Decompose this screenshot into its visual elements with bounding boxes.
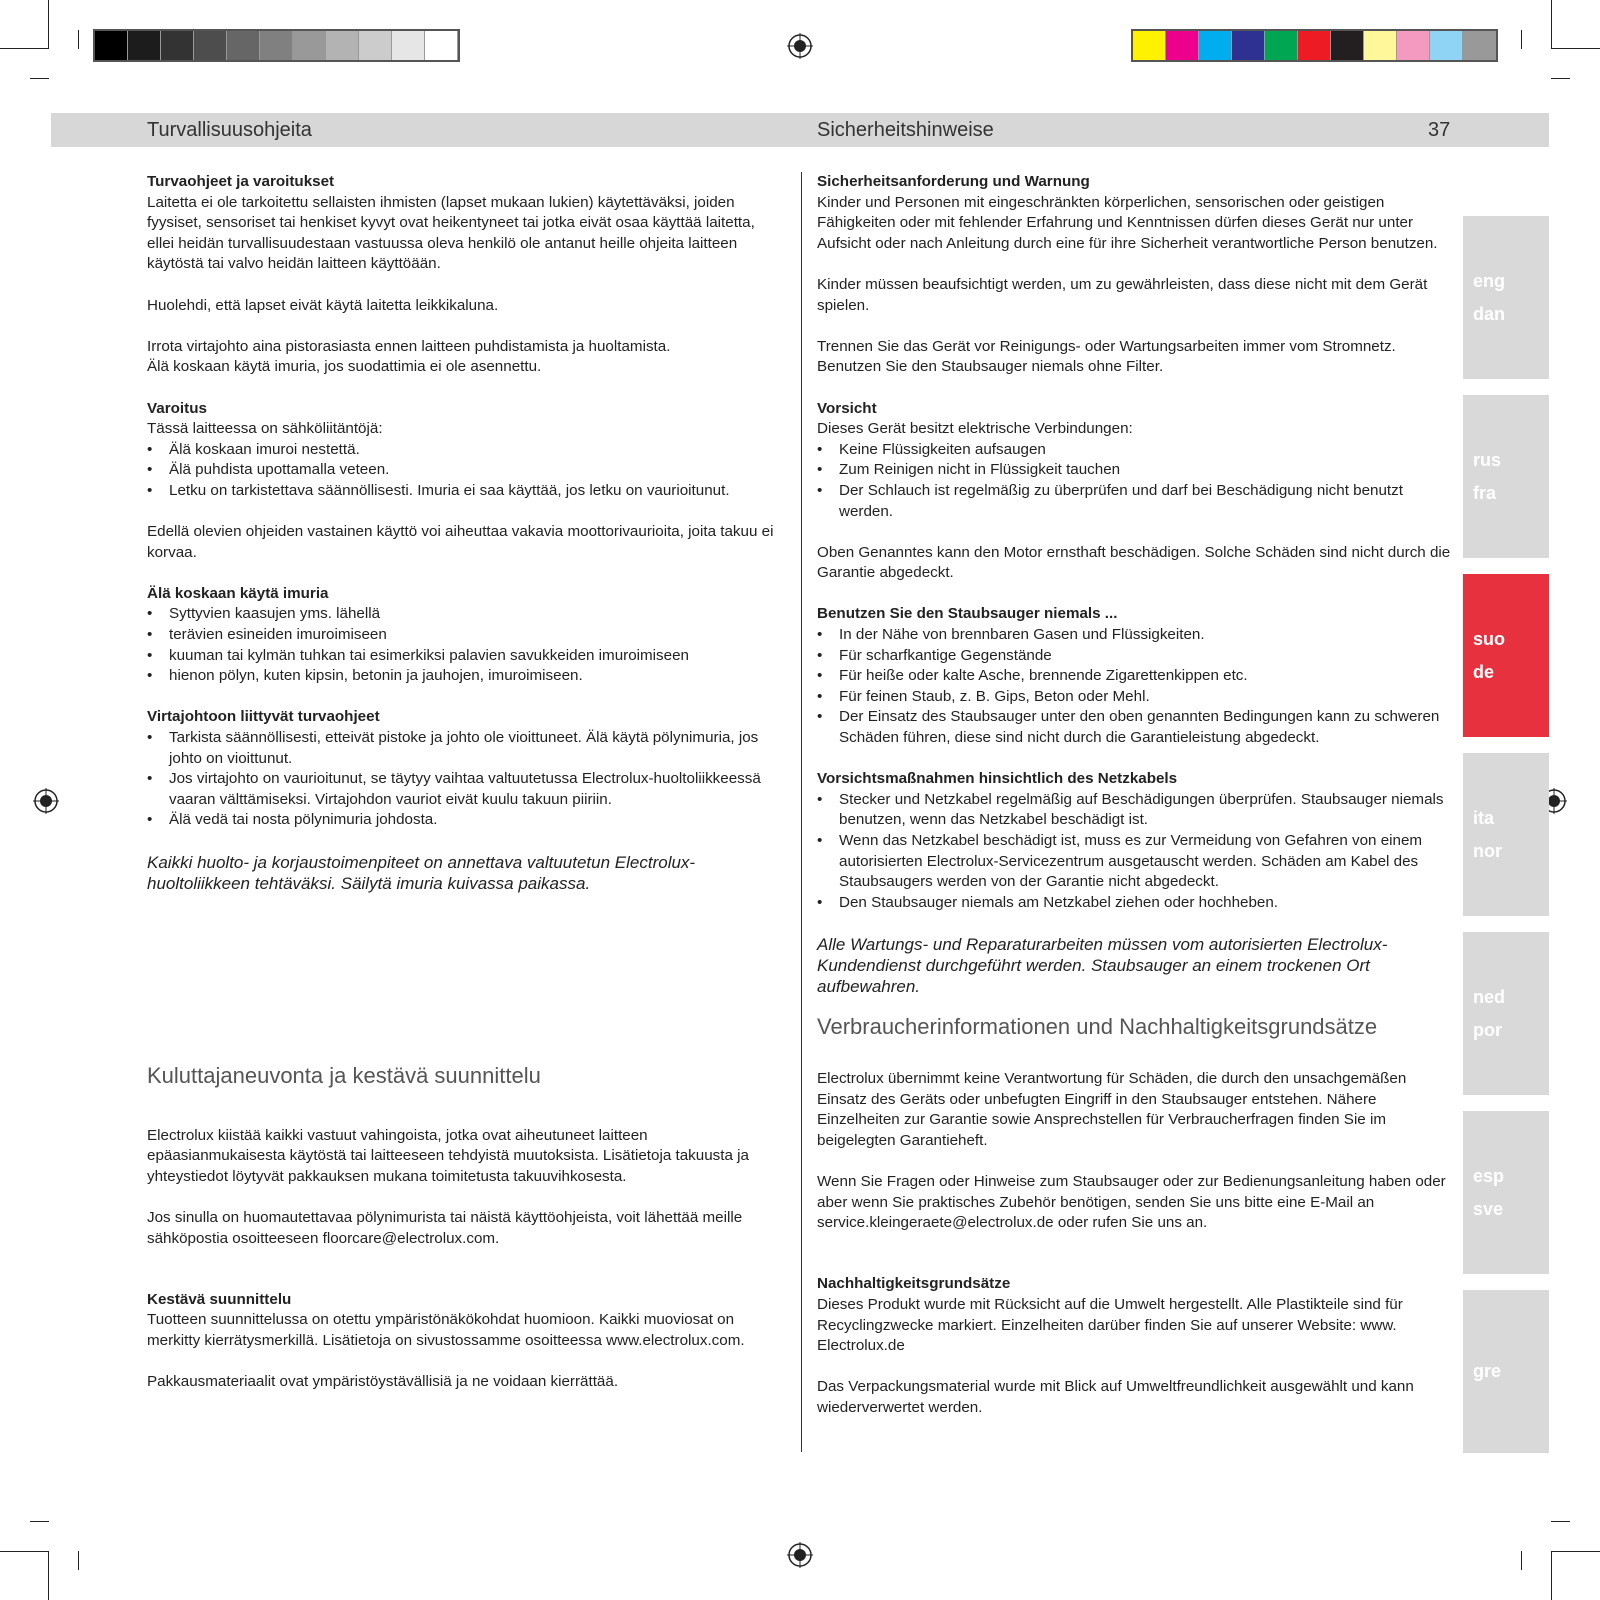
color-swatch [194, 31, 227, 60]
right-column [817, 172, 1457, 1439]
color-swatch [161, 31, 194, 60]
paragraph: Laitetta ei ole tarkoitettu sellaisten ihmisten (lapset mukaan lukien) käytettäväksi, joiden fyysiset, sensoriset tai henkiset kyvyt ovat heikentyneet tai jotka eivät osaa käyttää laitetta, ellei heidän turvallisuudestaan vastuussa oleva henkilö ole antanut heille ohjeita laitteen käytöstä tai valvo heidän laitteen käyttöään. [147, 193, 755, 273]
color-swatch [1430, 31, 1463, 60]
section-title: Vorsichtsmaßnahmen hinsichtlich des Netzkabels [817, 770, 1178, 788]
list-item: • Den Staubsauger niemals am Netzkabel ziehen oder hochheben. [817, 893, 1457, 914]
paragraph: Jos sinulla on huomautettavaa pölynimurista tai näistä käyttöohjeista, voit lähettää meille sähköpostia osoitteeseen floorcare@electrolux.com. [147, 1208, 743, 1247]
list-item: • Für feinen Staub, z. B. Gips, Beton oder Mehl. [817, 687, 1457, 708]
list-item: • Für scharfkantige Gegenstände [817, 646, 1457, 667]
paragraph: Dieses Produkt wurde mit Rücksicht auf die Umwelt hergestellt. Alle Plastikteile sind für Recyclingzwecke markiert. Einzelheiten darüber finden Sie auf unserer Website: www. Electrolux.de [817, 1295, 1403, 1355]
section-title: Benutzen Sie den Staubsauger niemals ... [817, 605, 1118, 623]
color-swatch [1232, 31, 1265, 60]
color-swatch [1298, 31, 1331, 60]
list-item: • Jos virtajohto on vaurioitunut, se täytyy vaihtaa valtuutetussa Electrolux-huoltoliikkeessä vaaran välttämiseksi. Virtajohdon vauriot eivät kuulu takuun piiriin. [147, 769, 782, 810]
italic-note: Kaikki huolto- ja korjaustoimenpiteet on annettava valtuutetun Electrolux-huoltoliikkeen tehtäväksi. Säilytä imuria kuivassa paikassa. [147, 852, 696, 893]
bullet-list [817, 625, 1457, 749]
color-swatch [1331, 31, 1364, 60]
list-item: • Keine Flüssigkeiten aufsaugen [817, 440, 1457, 461]
color-swatch [1133, 31, 1166, 60]
color-swatch [128, 31, 161, 60]
section-title: Sicherheitsanforderung und Warnung [817, 173, 1090, 190]
list-item: • kuuman tai kylmän tuhkan tai esimerkiksi palavien savukkeiden imuroimiseen [147, 646, 782, 667]
paragraph: Edellä olevien ohjeiden vastainen käyttö voi aiheuttaa vakavia moottorivaurioita, joita takuu ei korvaa. [147, 523, 774, 561]
registration-mark-top [787, 33, 813, 59]
page-number: 37 [1428, 119, 1451, 141]
section-title: Virtajohtoon liittyvät turvaohjeet [147, 708, 380, 726]
paragraph: Pakkausmateriaalit ovat ympäristöystävällisiä ja ne voidaan kierrättää. [147, 1373, 619, 1391]
tab-gre[interactable]: gre [1463, 1290, 1549, 1453]
list-item: • Tarkista säännöllisesti, etteivät pistoke ja johto ole vioittuneet. Älä käytä pölynimuria, jos johto on vioittunut. [147, 728, 782, 769]
list-item: • Zum Reinigen nicht in Flüssigkeit tauchen [817, 460, 1457, 481]
right-page-title: Sicherheitshinweise [817, 119, 994, 141]
paragraph: Electrolux kiistää kaikki vastuut vahingoista, jotka ovat aiheutuneet laitteen epäasianmukaisesta käytöstä tai laitteeseen tehdyistä muutoksista. Lisätietoja takuusta ja yhteystiedot löytyvät pakkauksen mukana toimitetusta takuuvihkosesta. [147, 1126, 749, 1185]
bullet-list [147, 440, 782, 502]
color-swatch [1265, 31, 1298, 60]
color-swatch [227, 31, 260, 60]
column-divider [801, 172, 802, 1452]
color-swatch [1463, 31, 1496, 60]
section-title: Varoitus [147, 399, 207, 417]
section-title: Turvaohjeet ja varoitukset [147, 173, 335, 190]
list-intro: Dieses Gerät besitzt elektrische Verbindungen: [817, 420, 1133, 438]
italic-note: Alle Wartungs- und Reparaturarbeiten müssen vom autorisierten Electrolux-Kundendienst durchgeführt werden. Staubsauger an einem trockenen Ort aufbewahren. [817, 934, 1388, 996]
paragraph: Kinder müssen beaufsichtigt werden, um zu gewährleisten, dass diese nicht mit dem Gerät spielen. [817, 275, 1428, 314]
paragraph: Oben Genanntes kann den Motor ernsthaft beschädigen. Solche Schäden sind nicht durch die Garantie abgedeckt. [817, 543, 1451, 582]
tab-ned-por[interactable]: ned por [1463, 932, 1549, 1095]
paragraph: Huolehdi, että lapset eivät käytä laitetta leikkikaluna. [147, 296, 499, 314]
paragraph: Das Verpackungsmaterial wurde mit Blick auf Umweltfreundlichkeit ausgewählt und kann wiederverwertet werden. [817, 1378, 1414, 1416]
registration-mark-bottom [787, 1542, 813, 1568]
section-heading: Kuluttajaneuvonta ja kestävä suunnittelu [147, 1062, 541, 1088]
list-item: • Syttyvien kaasujen yms. lähellä [147, 604, 782, 625]
tab-eng-dan[interactable]: eng dan [1463, 216, 1549, 379]
color-swatch [293, 31, 326, 60]
list-item: • Der Schlauch ist regelmäßig zu überprüfen und darf bei Beschädigung nicht benutzt werden. [817, 481, 1457, 522]
paragraph: Tuotteen suunnittelussa on otettu ympäristönäkökohdat huomioon. Kaikki muoviosat on merkitty kierrätysmerkillä. Lisätietoja on sivustossamme osoitteessa www.electrolux.com. [147, 1311, 745, 1349]
tab-rus-fra[interactable]: rus fra [1463, 395, 1549, 558]
color-swatch [260, 31, 293, 60]
color-swatch [392, 31, 425, 60]
color-swatch-bar [1131, 29, 1498, 62]
color-swatch [95, 31, 128, 60]
section-title: Nachhaltigkeitsgrundsätze [817, 1275, 1011, 1293]
paragraph: Electrolux übernimmt keine Verantwortung für Schäden, die durch den unsachgemäßen Einsatz des Geräts oder unbefugten Eingriff in den Staubsauger entstehen. Nähere Einzelheiten zur Garantie sowie Ansprechstellen für Verbraucherfragen finden Sie im beigelegten Garantieheft. [817, 1069, 1407, 1149]
tab-esp-sve[interactable]: esp sve [1463, 1111, 1549, 1274]
paragraph: Wenn Sie Fragen oder Hinweise zum Staubsauger oder zur Bedienungsanleitung haben oder aber wenn Sie praktisches Zubehör benötigen, senden Sie uns bitte eine E-Mail an service.kleingeraete@electrolux.de oder rufen Sie uns an. [817, 1172, 1446, 1232]
registration-mark-left [33, 788, 59, 814]
bullet-list [147, 728, 782, 831]
list-intro: Tässä laitteessa on sähköliitäntöjä: [147, 420, 383, 438]
bullet-list [817, 790, 1457, 914]
list-item: • Stecker und Netzkabel regelmäßig auf Beschädigungen überprüfen. Staubsauger niemals benutzen, wenn das Netzkabel beschädigt ist. [817, 790, 1457, 831]
left-page-title: Turvallisuusohjeita [147, 119, 312, 141]
paragraph: Irrota virtajohto aina pistorasiasta ennen laitteen puhdistamista ja huoltamista. Älä koskaan käytä imuria, jos suodattimia ei ole asennettu. [147, 337, 671, 376]
list-item: • Älä vedä tai nosta pölynimuria johdosta. [147, 810, 782, 831]
list-item: • In der Nähe von brennbaren Gasen und Flüssigkeiten. [817, 625, 1457, 646]
list-item: • Älä puhdista upottamalla veteen. [147, 460, 782, 481]
gray-swatch-bar [93, 29, 460, 62]
section-title: Kestävä suunnittelu [147, 1290, 292, 1308]
list-item: • Wenn das Netzkabel beschädigt ist, muss es zur Vermeidung von Gefahren von einem autorisierten Electrolux-Servicezentrum ausgetauscht werden. Schäden am Kabel des Staubsaugers werden von der Garantie nicht abgedeckt. [817, 831, 1457, 893]
left-column [147, 172, 782, 1413]
section-title: Vorsicht [817, 399, 877, 417]
tab-suo-de[interactable]: suo de [1463, 574, 1549, 737]
color-swatch [1364, 31, 1397, 60]
tab-ita-nor[interactable]: ita nor [1463, 753, 1549, 916]
list-item: • Der Einsatz des Staubsauger unter den oben genannten Bedingungen kann zu schweren Schäden führen, diese sind nicht durch die Garantieleistung abgedeckt. [817, 707, 1457, 748]
bullet-list [817, 440, 1457, 522]
list-item: • hienon pölyn, kuten kipsin, betonin ja jauhojen, imuroimiseen. [147, 666, 782, 687]
list-item: • Letku on tarkistettava säännöllisesti. Imuria ei saa käyttää, jos letku on vaurioitunut. [147, 481, 782, 502]
paragraph: Trennen Sie das Gerät vor Reinigungs- oder Wartungsarbeiten immer vom Stromnetz. Benutzen Sie den Staubsauger niemals ohne Filter. [817, 337, 1396, 376]
color-swatch [1166, 31, 1199, 60]
paragraph: Kinder und Personen mit eingeschränkten körperlichen, sensorischen oder geistigen Fähigkeiten oder mit fehlender Erfahrung und Kenntnissen dürfen dieses Gerät nur unter Aufsicht oder nach Anleitung durch eine für ihre Sicherheit verantwortliche Person benutzen. [817, 193, 1438, 252]
color-swatch [359, 31, 392, 60]
color-swatch [425, 31, 458, 60]
color-swatch [1199, 31, 1232, 60]
color-swatch [326, 31, 359, 60]
color-swatch [1397, 31, 1430, 60]
list-item: • Für heiße oder kalte Asche, brennende Zigarettenkippen etc. [817, 666, 1457, 687]
section-heading: Verbraucherinformationen und Nachhaltigkeitsgrundsätze [817, 1013, 1378, 1039]
list-item: • Älä koskaan imuroi nestettä. [147, 440, 782, 461]
section-title: Älä koskaan käytä imuria [147, 584, 329, 602]
bullet-list [147, 604, 782, 686]
list-item: • terävien esineiden imuroimiseen [147, 625, 782, 646]
